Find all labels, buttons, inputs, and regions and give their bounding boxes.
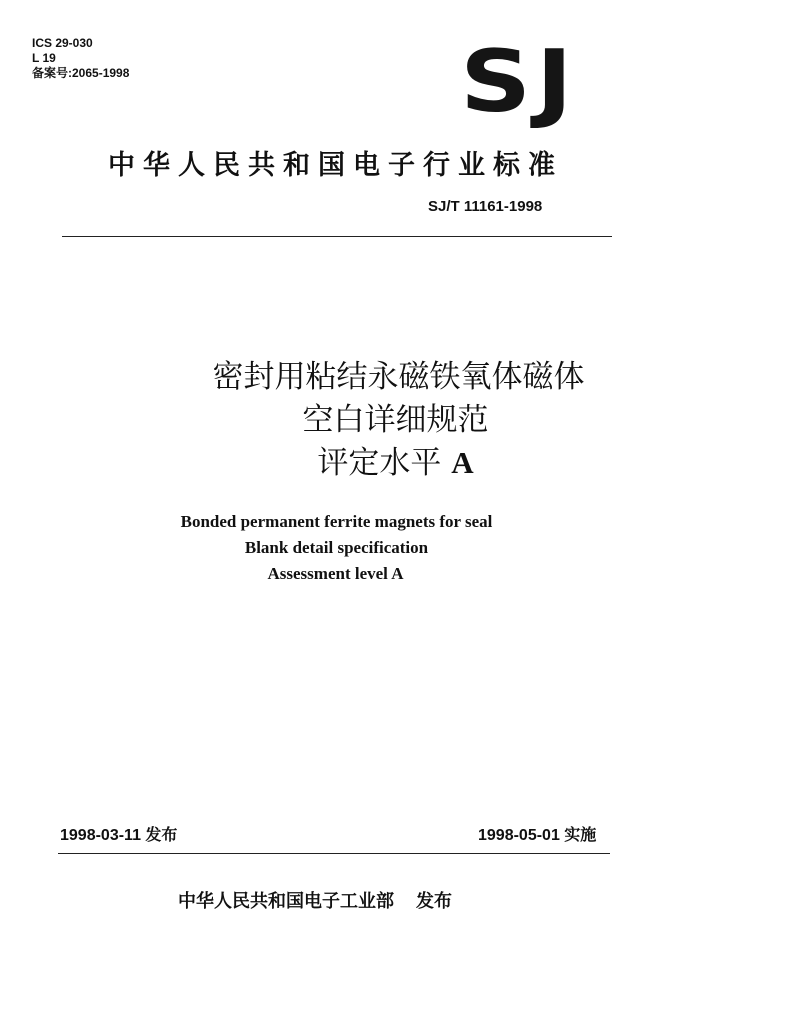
top-divider [62,236,612,237]
standard-number: SJ/T 11161-1998 [428,198,543,215]
issue-date: 1998-03-11 发布 [60,827,178,844]
sj-logo [460,32,605,132]
english-title-line-3: Assessment level A [267,564,404,583]
classification-block [32,36,129,81]
ics-code: ICS 29-030 [32,36,93,50]
industry-standard-title: 中华人民共和国电子行业标准 [108,150,563,181]
publisher-action: 发布 [416,891,452,912]
sj-logo-text: SJ [460,32,578,132]
publisher-organization: 中华人民共和国电子工业部 [178,891,394,912]
english-title-line-2: Blank detail specification [244,538,429,557]
ccs-code: L 19 [32,51,56,65]
chinese-title-line-2: 空白详细规范 [302,402,489,438]
implementation-date: 1998-05-01 实施 [478,827,597,844]
bottom-divider [58,853,610,854]
chinese-title-line-3-level: A [451,445,474,480]
chinese-title-line-1: 密封用粘结永磁铁氧体磁体 [212,359,585,395]
chinese-title-line-3-text: 评定水平 [317,445,452,481]
filing-number: 备案号:2065-1998 [32,66,130,80]
chinese-title-line-3 [0,437,799,482]
publisher-line [178,887,452,913]
english-title-line-1: Bonded permanent ferrite magnets for seal [180,512,493,531]
